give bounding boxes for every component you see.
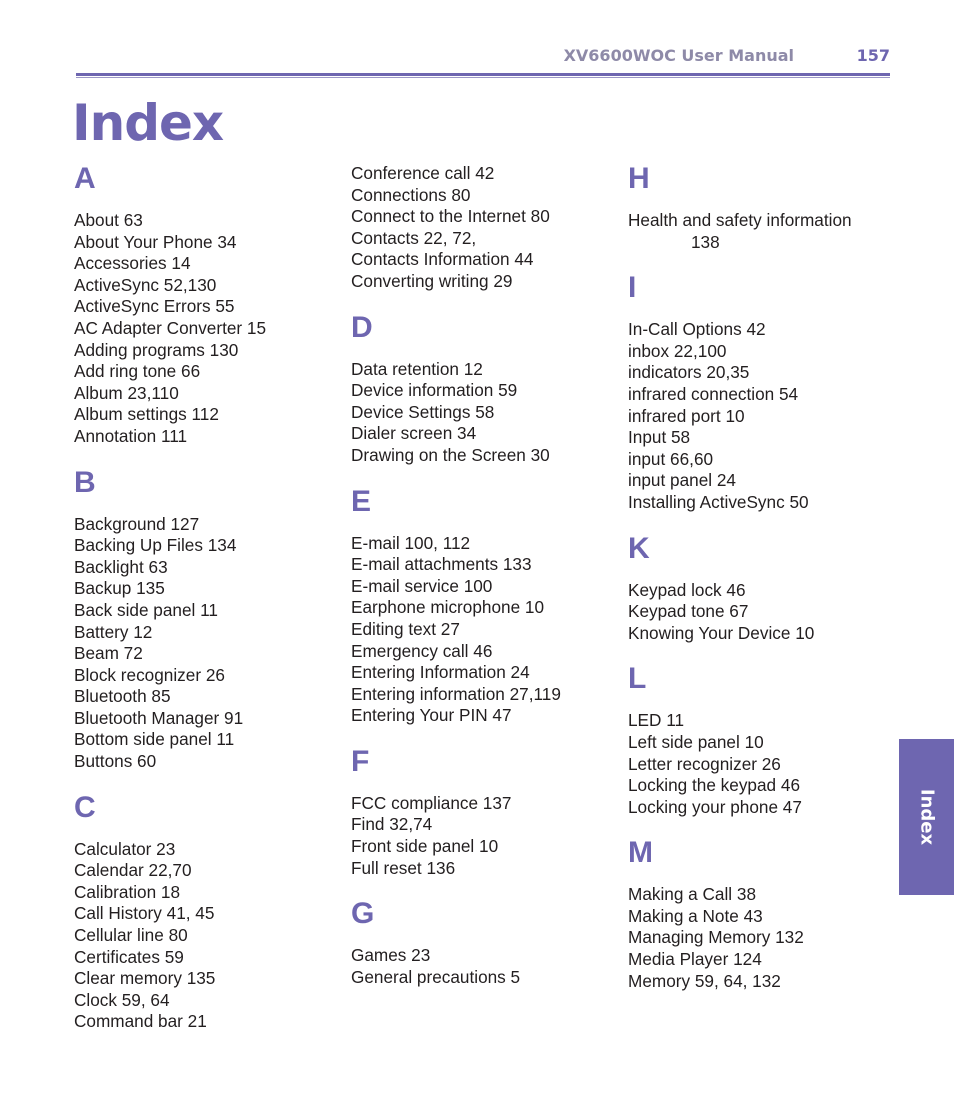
index-column-2	[351, 160, 611, 1004]
index-section-i	[628, 269, 888, 513]
index-entry: Health and safety information	[628, 210, 852, 230]
index-entry: Drawing on the Screen 30	[351, 444, 550, 465]
index-entry: infrared connection 54	[628, 383, 799, 404]
index-entry: Keypad tone 67	[628, 601, 749, 622]
index-entry: FCC compliance 137	[351, 792, 512, 813]
index-entry: Block recognizer 26	[74, 664, 225, 685]
index-entry: Calculator 23	[74, 838, 176, 859]
index-entry: Buttons 60	[74, 751, 157, 772]
index-entry: Games 23	[351, 945, 431, 966]
index-section-d	[351, 309, 611, 467]
index-entry: Data retention 12	[351, 358, 483, 379]
index-section-e	[351, 483, 611, 727]
index-entry: Back side panel 11	[74, 599, 218, 620]
index-entry: Backing Up Files 134	[74, 535, 237, 556]
index-entry: Contacts Information 44	[351, 249, 534, 270]
index-entry: ActiveSync 52,130	[74, 274, 217, 295]
index-entry: Backup 135	[74, 578, 165, 599]
page-title: Index	[72, 94, 224, 152]
section-letter: I	[628, 271, 637, 305]
header-rule-thin	[76, 77, 890, 78]
index-entry: Left side panel 10	[628, 731, 764, 752]
index-entry: Editing text 27	[351, 618, 460, 639]
index-entry: Album settings 112	[74, 404, 219, 425]
index-section-l	[628, 660, 888, 818]
section-letter: C	[74, 790, 96, 824]
section-letter: M	[628, 836, 653, 870]
index-entry: input panel 24	[628, 470, 736, 491]
index-entry: Dialer screen 34	[351, 423, 477, 444]
index-entry: Cellular line 80	[74, 925, 188, 946]
index-entry: Connections 80	[351, 184, 471, 205]
side-tab-label: Index	[916, 788, 937, 846]
index-entry: Command bar 21	[74, 1011, 207, 1032]
index-section-a	[74, 160, 334, 448]
index-section-k	[628, 530, 888, 645]
index-entry-page: 138	[691, 231, 720, 252]
index-entry: Device information 59	[351, 380, 518, 401]
index-entry: Bluetooth Manager 91	[74, 707, 244, 728]
index-entry: Certificates 59	[74, 946, 184, 967]
index-column-3	[628, 160, 888, 1008]
index-entry: Installing ActiveSync 50	[628, 491, 809, 512]
index-entry: Converting writing 29	[351, 270, 513, 291]
page-number: 157	[856, 46, 890, 65]
index-entry: About 63	[74, 210, 143, 230]
index-section-continued	[351, 163, 611, 293]
index-entry: LED 11	[628, 710, 685, 731]
index-entry: Media Player 124	[628, 949, 762, 970]
index-entry: Find 32,74	[351, 814, 433, 835]
section-letter: E	[351, 484, 372, 518]
index-entry: Knowing Your Device 10	[628, 622, 815, 643]
index-entry: Contacts 22, 72,	[351, 227, 477, 248]
index-entry: AC Adapter Converter 15	[74, 317, 267, 338]
index-entry: Calendar 22,70	[74, 860, 192, 881]
index-entry: Full reset 136	[351, 857, 456, 878]
index-entry: infrared port 10	[628, 405, 745, 426]
section-letter: F	[351, 744, 370, 778]
section-letter: D	[351, 310, 373, 344]
index-section-g	[351, 895, 611, 988]
index-side-tab[interactable]	[899, 739, 954, 895]
manual-title: XV6600WOC User Manual	[563, 46, 794, 65]
index-section-f	[351, 743, 611, 879]
index-entry: Background 127	[74, 513, 200, 534]
index-entry: About Your Phone 34	[74, 231, 237, 252]
index-entry: ActiveSync Errors 55	[74, 296, 235, 317]
section-letter: K	[628, 531, 650, 565]
index-entry: Bluetooth 85	[74, 686, 171, 707]
section-letter: B	[74, 465, 96, 499]
index-entry: Entering information 27,119	[351, 683, 561, 704]
index-entry: Backlight 63	[74, 556, 168, 577]
index-entry: Calibration 18	[74, 881, 181, 902]
index-entry: Clear memory 135	[74, 968, 216, 989]
index-entry: E-mail 100, 112	[351, 532, 471, 553]
index-entry: Call History 41, 45	[74, 903, 215, 924]
index-entry: Making a Call 38	[628, 884, 757, 905]
index-section-b	[74, 464, 334, 773]
index-entry: Keypad lock 46	[628, 579, 746, 600]
index-section-h	[628, 160, 888, 253]
index-entry: Device Settings 58	[351, 401, 495, 422]
index-entry: Connect to the Internet 80	[351, 206, 550, 227]
index-entry: Conference call 42	[351, 163, 495, 183]
index-entry: Clock 59, 64	[74, 989, 170, 1010]
index-entry: Beam 72	[74, 643, 143, 664]
section-letter: H	[628, 162, 650, 195]
section-letter: G	[351, 897, 375, 931]
index-entry: Album 23,110	[74, 382, 179, 403]
index-entry: E-mail service 100	[351, 575, 493, 596]
header-rule	[76, 73, 890, 76]
index-entry: Battery 12	[74, 621, 153, 642]
index-entry: Locking the keypad 46	[628, 775, 801, 796]
index-column-1	[74, 160, 334, 1049]
index-entry: Bottom side panel 11	[74, 729, 235, 750]
index-entry: E-mail attachments 133	[351, 554, 532, 575]
index-entry: In-Call Options 42	[628, 319, 766, 340]
index-entry: Accessories 14	[74, 253, 191, 274]
index-entry: Memory 59, 64, 132	[628, 970, 781, 991]
index-entry: Emergency call 46	[351, 640, 493, 661]
index-entry: General precautions 5	[351, 966, 521, 987]
index-entry: input 66,60	[628, 448, 714, 469]
index-entry: Adding programs 130	[74, 339, 239, 360]
index-entry: Making a Note 43	[628, 905, 763, 926]
index-entry: Locking your phone 47	[628, 796, 802, 817]
index-entry: Add ring tone 66	[74, 361, 201, 382]
section-letter: A	[74, 162, 96, 195]
index-entry: Input 58	[628, 427, 691, 448]
index-entry: Entering Information 24	[351, 662, 530, 683]
section-letter: L	[628, 662, 647, 696]
index-entry: inbox 22,100	[628, 340, 727, 361]
index-entry: Letter recognizer 26	[628, 753, 781, 774]
index-section-c	[74, 789, 334, 1033]
index-entry: indicators 20,35	[628, 362, 750, 383]
index-entry: Annotation 111	[74, 425, 188, 446]
index-entry: Managing Memory 132	[628, 927, 804, 948]
index-entry: Entering Your PIN 47	[351, 705, 512, 726]
index-entry: Earphone microphone 10	[351, 597, 545, 618]
index-section-m	[628, 834, 888, 992]
index-entry: Front side panel 10	[351, 836, 499, 857]
